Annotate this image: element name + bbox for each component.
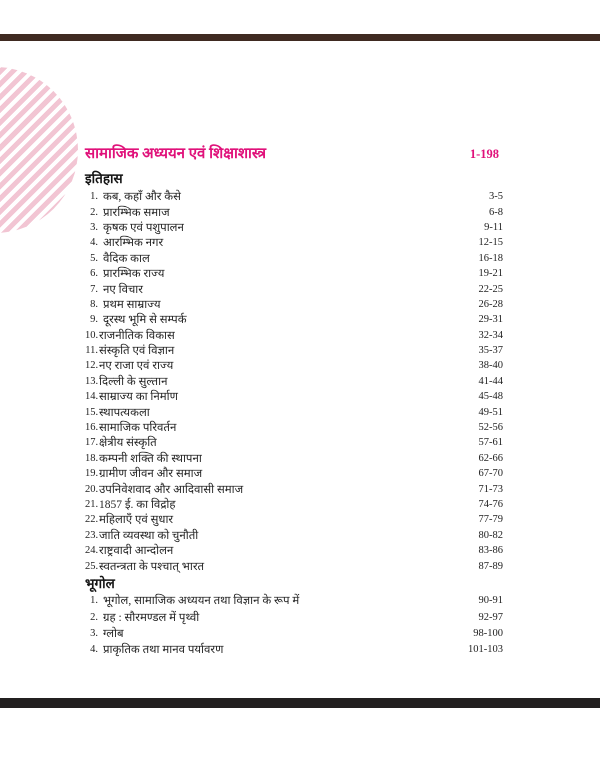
toc-row <box>85 266 503 281</box>
toc-row-pages: 90-91 <box>478 595 503 607</box>
toc-row-title: आरम्भिक नगर <box>103 237 164 250</box>
toc-row-pages: 87-89 <box>478 560 503 572</box>
toc-row-title: ग्लोब <box>103 628 124 640</box>
page-title: सामाजिक अध्ययन एवं शिक्षाशास्त्र <box>85 146 267 162</box>
toc-row-pages: 29-31 <box>478 314 503 326</box>
section-heading-history: इतिहास <box>85 171 123 186</box>
toc-row <box>85 204 503 219</box>
toc-row-pages: 80-82 <box>478 529 503 541</box>
toc-row-title: क्षेत्रीय संस्कृति <box>99 437 157 450</box>
toc-row-title: कम्पनी शक्ति की स्थापना <box>99 452 202 465</box>
toc-row-title: दूरस्थ भूमि से सम्पर्क <box>103 314 187 327</box>
page-header <box>85 143 503 167</box>
toc-row-pages: 3-5 <box>489 191 503 203</box>
toc-row-title: ग्रह : सौरमण्डल में पृथ्वी <box>103 611 200 624</box>
toc-row <box>85 497 503 512</box>
toc-row-number: 24. <box>85 545 99 557</box>
toc-row-pages: 101-103 <box>468 644 503 656</box>
toc-row <box>85 625 503 641</box>
toc-row-title: नए विचार <box>103 283 143 296</box>
toc-row-pages: 41-44 <box>478 375 503 387</box>
toc-row-title: कृषक एवं पशुपालन <box>103 221 184 234</box>
toc-row-pages: 67-70 <box>478 468 503 480</box>
toc-row-title: प्राकृतिक तथा मानव पर्यावरण <box>103 644 224 657</box>
toc-row-number: 10. <box>85 329 99 341</box>
toc-row <box>85 451 503 466</box>
toc-row-title: प्रथम साम्राज्य <box>103 298 161 311</box>
toc-row <box>85 328 503 343</box>
toc-row-number: 7. <box>90 283 98 295</box>
toc-row-pages: 38-40 <box>478 360 503 372</box>
toc-row <box>85 466 503 481</box>
toc-row-pages: 83-86 <box>478 545 503 557</box>
toc-row-title: प्रारम्भिक राज्य <box>103 268 165 281</box>
toc-row-number: 14. <box>85 391 99 403</box>
toc-row-number: 3. <box>90 628 98 639</box>
striped-circle-decoration <box>0 67 78 233</box>
toc-row-title: कब, कहाँ और कैसे <box>103 191 181 204</box>
toc-row <box>85 609 503 625</box>
toc-row-title: वैदिक काल <box>103 252 150 265</box>
toc-row-title: महिलाएँ एवं सुधार <box>99 514 174 527</box>
toc-row-number: 23. <box>85 529 99 541</box>
top-edge-bar <box>0 34 600 41</box>
toc-row-pages: 52-56 <box>478 422 503 434</box>
toc-row-number: 12. <box>85 360 99 372</box>
toc-row-pages: 77-79 <box>478 514 503 526</box>
toc-row-number: 22. <box>85 514 99 526</box>
toc-row <box>85 235 503 250</box>
toc-row-pages: 26-28 <box>478 298 503 310</box>
toc-row-number: 25. <box>85 560 99 572</box>
toc-row-pages: 62-66 <box>478 452 503 464</box>
toc-row-number: 4. <box>90 237 98 249</box>
toc-row-pages: 74-76 <box>478 499 503 510</box>
toc-row <box>85 404 503 419</box>
toc-row-number: 18. <box>85 452 99 464</box>
toc-row-number: 6. <box>90 268 98 280</box>
toc-row-pages: 32-34 <box>478 329 503 341</box>
toc-row-number: 8. <box>90 298 98 310</box>
toc-row-pages: 12-15 <box>478 237 503 249</box>
toc-row <box>85 281 503 296</box>
toc-row-number: 5. <box>90 252 98 264</box>
toc-row-number: 1. <box>90 595 98 607</box>
toc-row-title: उपनिवेशवाद और आदिवासी समाज <box>99 483 244 496</box>
toc-row-pages: 35-37 <box>478 345 503 357</box>
toc-row-pages: 22-25 <box>478 283 503 295</box>
toc-row <box>85 543 503 558</box>
toc-row-pages: 98-100 <box>473 628 503 639</box>
toc-row-number: 2. <box>90 611 98 623</box>
toc-row-title: 1857 ई. का विद्रोह <box>99 499 176 511</box>
toc-row <box>85 420 503 435</box>
toc-row-title: नए राजा एवं राज्य <box>99 360 174 373</box>
toc-row <box>85 343 503 358</box>
toc-row <box>85 297 503 312</box>
toc-row-number: 21. <box>85 499 99 510</box>
toc-row-number: 17. <box>85 437 99 449</box>
toc-row-title: साम्राज्य का निर्माण <box>99 391 178 404</box>
toc-row <box>85 358 503 373</box>
toc-row <box>85 512 503 527</box>
toc-row <box>85 220 503 235</box>
toc-row-pages: 92-97 <box>478 611 503 623</box>
toc-row <box>85 558 503 573</box>
toc-row <box>85 251 503 266</box>
toc-list-geography <box>85 593 503 658</box>
toc-row-pages: 6-8 <box>489 206 503 218</box>
toc-row-title: स्वतन्त्रता के पश्चात् भारत <box>99 560 205 573</box>
toc-row-title: ग्रामीण जीवन और समाज <box>99 468 203 481</box>
toc-row-pages: 19-21 <box>478 268 503 280</box>
section-heading-geography: भूगोल <box>85 575 115 591</box>
toc-row-title: सामाजिक परिवर्तन <box>99 422 177 435</box>
toc-row <box>85 189 503 204</box>
toc-row <box>85 642 503 658</box>
toc-row <box>85 374 503 389</box>
toc-row <box>85 435 503 450</box>
toc-row-number: 20. <box>85 483 99 495</box>
toc-row-pages: 49-51 <box>478 406 503 418</box>
toc-row-title: भूगोल, सामाजिक अध्ययन तथा विज्ञान के रूप में <box>103 595 300 608</box>
toc-row-title: प्रारम्भिक समाज <box>103 206 170 219</box>
toc-row <box>85 481 503 496</box>
toc-row-number: 13. <box>85 375 99 387</box>
toc-row-number: 11. <box>85 345 98 357</box>
toc-row-title: जाति व्यवस्था को चुनौती <box>99 529 199 542</box>
toc-row-number: 16. <box>85 422 99 434</box>
toc-row-title: संस्कृति एवं विज्ञान <box>99 345 175 358</box>
toc-row-number: 1. <box>90 191 98 203</box>
toc-row-title: दिल्ली के सुल्तान <box>99 375 168 388</box>
toc-row-number: 9. <box>90 314 98 326</box>
toc-row-number: 3. <box>90 221 98 233</box>
toc-row-number: 2. <box>90 206 98 218</box>
toc-list-history <box>85 189 503 574</box>
toc-row-pages: 45-48 <box>478 391 503 403</box>
toc-row-title: राजनीतिक विकास <box>99 329 175 342</box>
toc-row <box>85 593 503 609</box>
toc-row-title: राष्ट्रवादी आन्दोलन <box>99 545 174 558</box>
toc-row <box>85 389 503 404</box>
toc-row-pages: 16-18 <box>478 252 503 264</box>
toc-page <box>85 143 503 658</box>
toc-row-number: 19. <box>85 468 99 480</box>
toc-row-number: 4. <box>90 644 98 656</box>
toc-row <box>85 312 503 327</box>
toc-row <box>85 528 503 543</box>
toc-row-number: 15. <box>85 406 99 418</box>
toc-row-pages: 9-11 <box>484 221 503 233</box>
page-range-total: 1-198 <box>469 147 499 161</box>
toc-row-pages: 57-61 <box>478 437 503 449</box>
toc-row-title: स्थापत्यकला <box>99 406 150 419</box>
toc-row-pages: 71-73 <box>478 483 503 495</box>
bottom-edge-bar <box>0 698 600 708</box>
